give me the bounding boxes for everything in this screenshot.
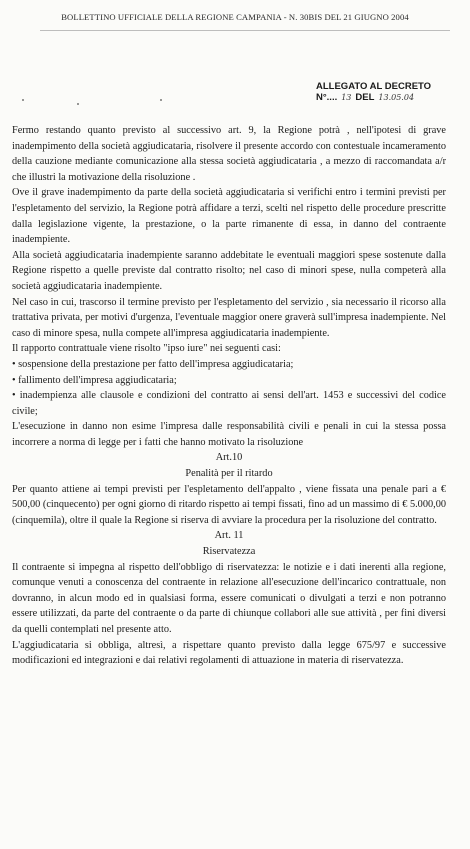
bulletin-header: BOLLETTINO UFFICIALE DELLA REGIONE CAMPANIA - N. 30BIS DEL 21 GIUGNO 2004 (61, 12, 409, 22)
decree-stamp (316, 81, 448, 103)
header-divider (40, 30, 450, 31)
bullet-item: • sospensione della prestazione per fatto dell'impresa aggiudicataria; (12, 358, 294, 370)
stamp-number-row (316, 92, 448, 103)
bullet-item: • inadempienza alle clausole e condizioni del contratto ai sensi dell'art. 1453 e successivi del codice civile; (12, 390, 446, 417)
paragraph: Per quanto attiene ai tempi previsti per l'espletamento dell'appalto , viene fissata una penale pari a € 500,00 (cinquecento) per ogni giorno di ritardo rispetto ai tempi fissati, fino ad un massimo di € 5.000,00 (cinquemila), oltre il quale la Regione si riserva di avviare la procedura per la risoluzione del contratto. (12, 483, 446, 526)
paragraph: Fermo restando quanto previsto al successivo art. 9, la Regione potrà , nell'ipotesi di grave inadempimento della società aggiudicataria, risolvere il presente accordo con contestuale incameramento della cauzione mediante comunicazione alla stessa società aggiudicataria , a mezzo di raccomandata a/r che illustri la motivazione della risoluzione . (12, 125, 446, 183)
stamp-number-label: N°.... (316, 92, 338, 103)
scan-speck (160, 99, 162, 101)
document-body (12, 123, 446, 669)
stamp-title: ALLEGATO AL DECRETO (316, 81, 432, 92)
bullet-item: • fallimento dell'impresa aggiudicataria; (12, 374, 177, 386)
scan-speck (77, 103, 79, 105)
article-subtitle: Riservatezza (202, 546, 256, 558)
scan-speck (22, 99, 24, 101)
article-subtitle: Penalità per il ritardo (185, 468, 273, 480)
stamp-date-label: DEL (355, 92, 375, 103)
article-title: Art. 11 (214, 530, 244, 542)
paragraph: L'aggiudicataria si obbliga, altresì, a rispettare quanto previsto dalla legge 675/97 e successive modificazioni ed integrazioni e dai relativi regolamenti di attuazione in materia di riservatezza. (12, 639, 446, 667)
paragraph: L'esecuzione in danno non esime l'impresa dalle responsabilità civili e penali in cui la stessa possa incorrere a norma di legge per i fatti che hanno motivato la risoluzione (12, 421, 446, 448)
article-title: Art.10 (215, 452, 243, 464)
stamp-date-value: 13.05.04 (378, 93, 415, 102)
paragraph: Il rapporto contrattuale viene risolto "ipso iure" nei seguenti casi: (12, 343, 281, 355)
paragraph: Ove il grave inadempimento da parte della società aggiudicataria si verifichi entro i termini previsti per l'espletamento del servizio, la Regione potrà affidare a terzi, scelti nel rispetto delle procedure prescritte dalla legislazione vigente, la prestazione, o la parte rimanente di essa, in danno del contraente inadempiente. (12, 187, 446, 246)
stamp-number-value: 13 (341, 93, 352, 102)
paragraph: Alla società aggiudicataria inadempiente saranno addebitate le eventuali maggiori spese sostenute dalla Regione rispetto a quelle previste dal contratto risolto; nel caso di minori spese, nulla competerà alla società aggiudicataria inadempiente. (12, 249, 446, 292)
paragraph: Il contraente si impegna al rispetto dell'obbligo di riservatezza: le notizie e i dati inerenti alla regione, comunque venuti a conoscenza del contraente in relazione all'esecuzione dell'incarico contrattuale, non dovranno, in alcun modo ed in qualsiasi forma, essere comunicati o divulgati a terzi e non potranno essere utilizzati, da parte del contraente o da parte di chiunque collabori alle sue attività , per fini diversi da quelli contemplati nel presente atto. (12, 561, 446, 635)
paragraph: Nel caso in cui, trascorso il termine previsto per l'espletamento del servizio , sia necessario il ricorso alla trattativa privata, per motivi d'urgenza, l'eventuale maggior onere graverà sull'impresa inadempiente. Nel caso di minore spesa, nulla compete all'impresa aggiudicataria inadempiente. (12, 296, 446, 339)
